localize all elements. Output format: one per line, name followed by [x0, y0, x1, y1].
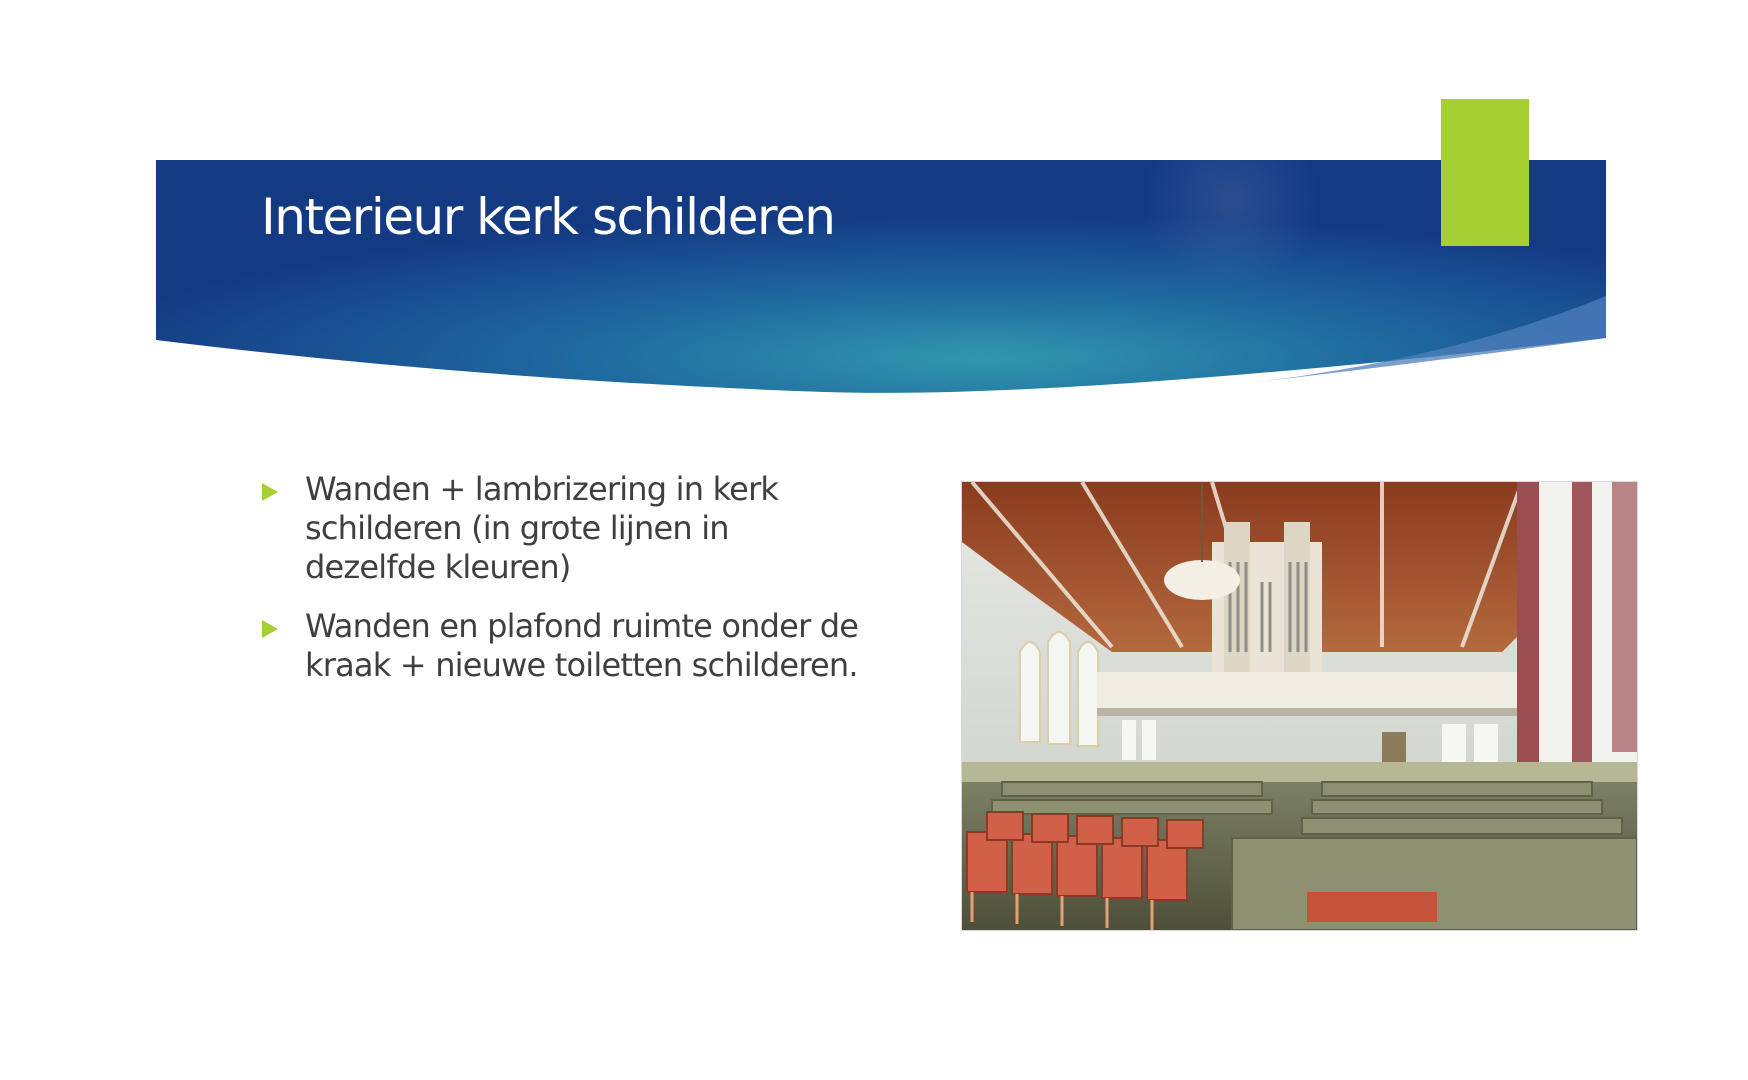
- bullet-item: [262, 607, 862, 685]
- bullet-item: [262, 470, 862, 587]
- accent-block: [1441, 99, 1529, 246]
- slide-title: Interieur kerk schilderen: [261, 188, 835, 246]
- church-interior-photo: [961, 481, 1638, 931]
- bullet-list: [262, 470, 862, 705]
- triangle-right-bullet-icon: [262, 620, 278, 638]
- bullet-text: Wanden en plafond ruimte onder de kraak + nieuwe toiletten schilderen.: [305, 607, 859, 684]
- triangle-right-bullet-icon: [262, 483, 278, 501]
- bullet-text: Wanden + lambrizering in kerk schilderen (in grote lijnen in dezelfde kleuren): [305, 470, 779, 586]
